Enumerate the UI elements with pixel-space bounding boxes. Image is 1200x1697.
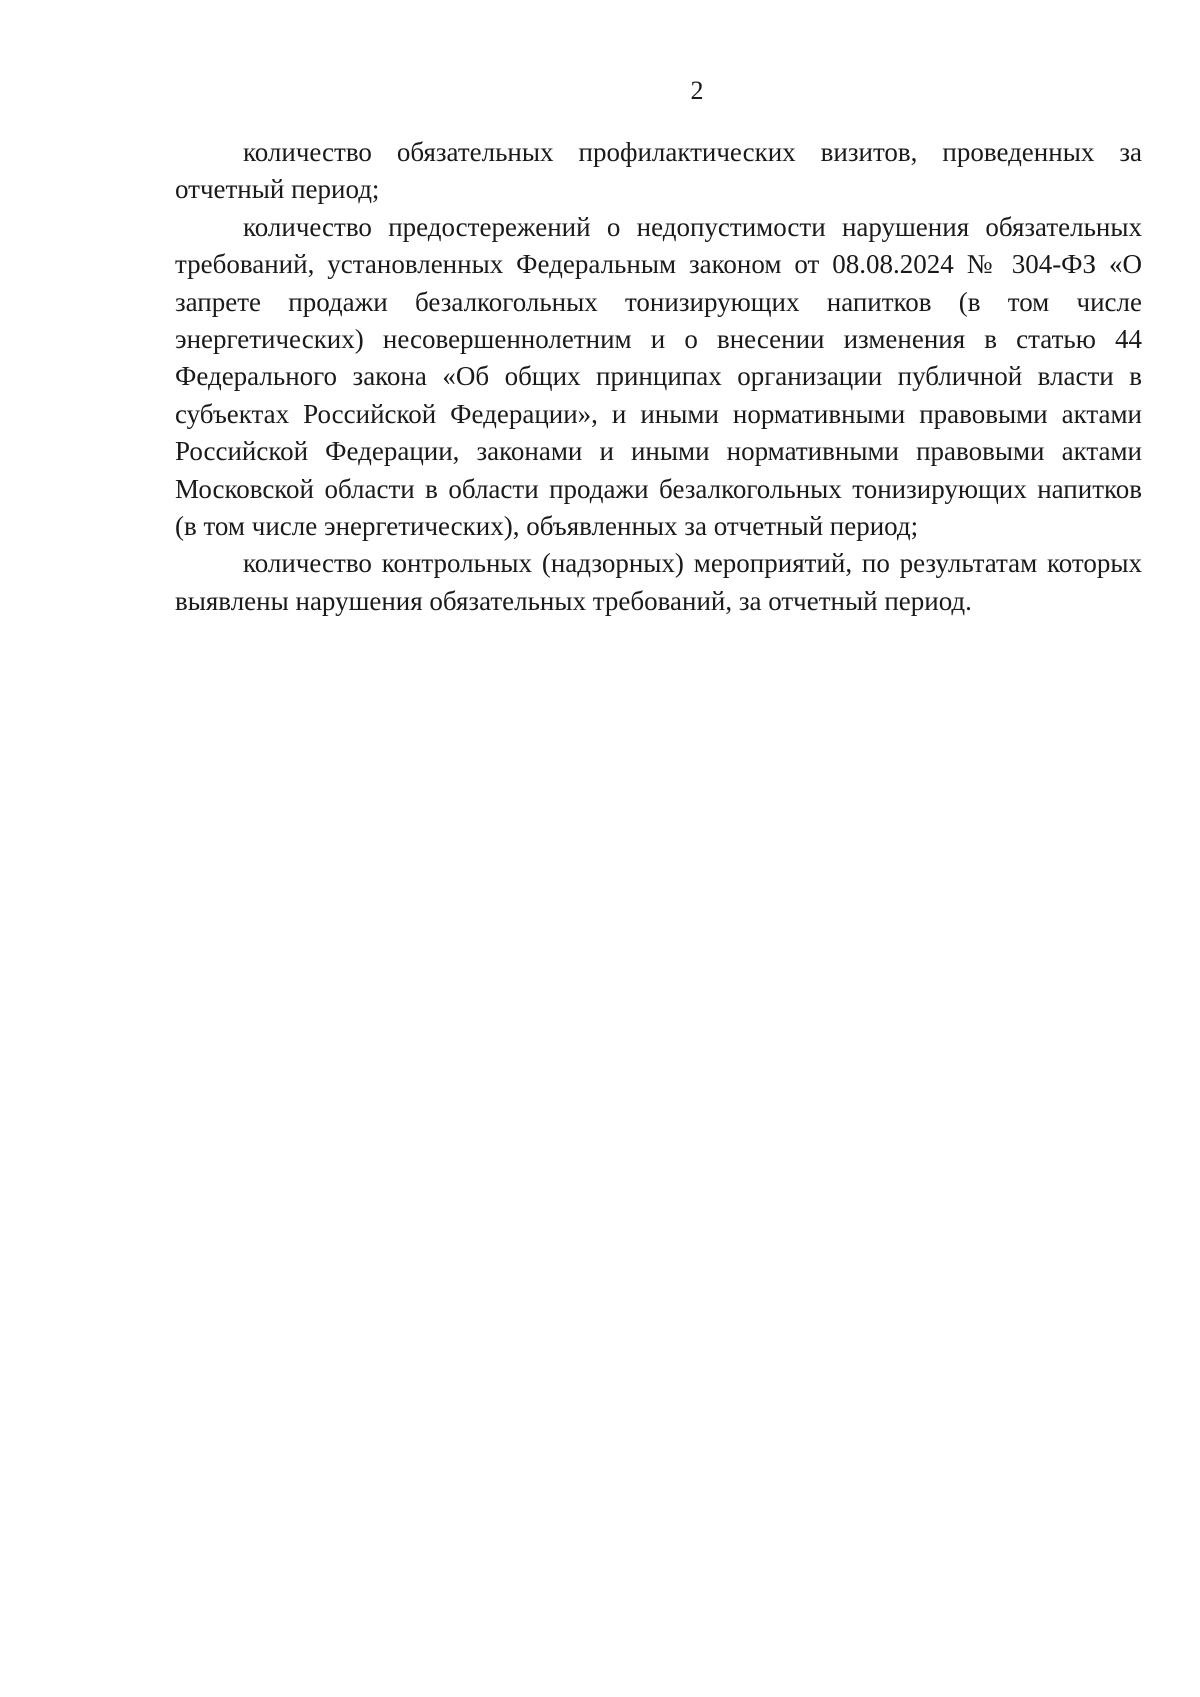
paragraph-control-measures: количество контрольных (надзорных) мероприятий, по результатам которых выявлены нарушения обязательных требований, за отчетный период.	[175, 548, 1142, 616]
document-body	[175, 134, 1142, 620]
page-number: 2	[690, 76, 704, 105]
paragraph-prophylactic-visits: количество обязательных профилактических визитов, проведенных за отчетный период;	[175, 137, 1142, 205]
paragraph-warnings-count: количество предостережений о недопустимости нарушения обязательных требований, установленных Федеральным законом от 08.08.2024 № 304-ФЗ «О запрете продажи безалкогольных тонизирующих напитков (в том числе энергетических) несовершеннолетним и о внесении изменения в статью 44 Федерального закона «Об общих принципах организации публичной власти в субъектах Российской Федерации», и иными нормативными правовыми актами Российской Федерации, законами и иными нормативными правовыми актами Московской области в области продажи безалкогольных тонизирующих напитков (в том числе энергетических), объявленных за отчетный период;	[175, 211, 1142, 542]
